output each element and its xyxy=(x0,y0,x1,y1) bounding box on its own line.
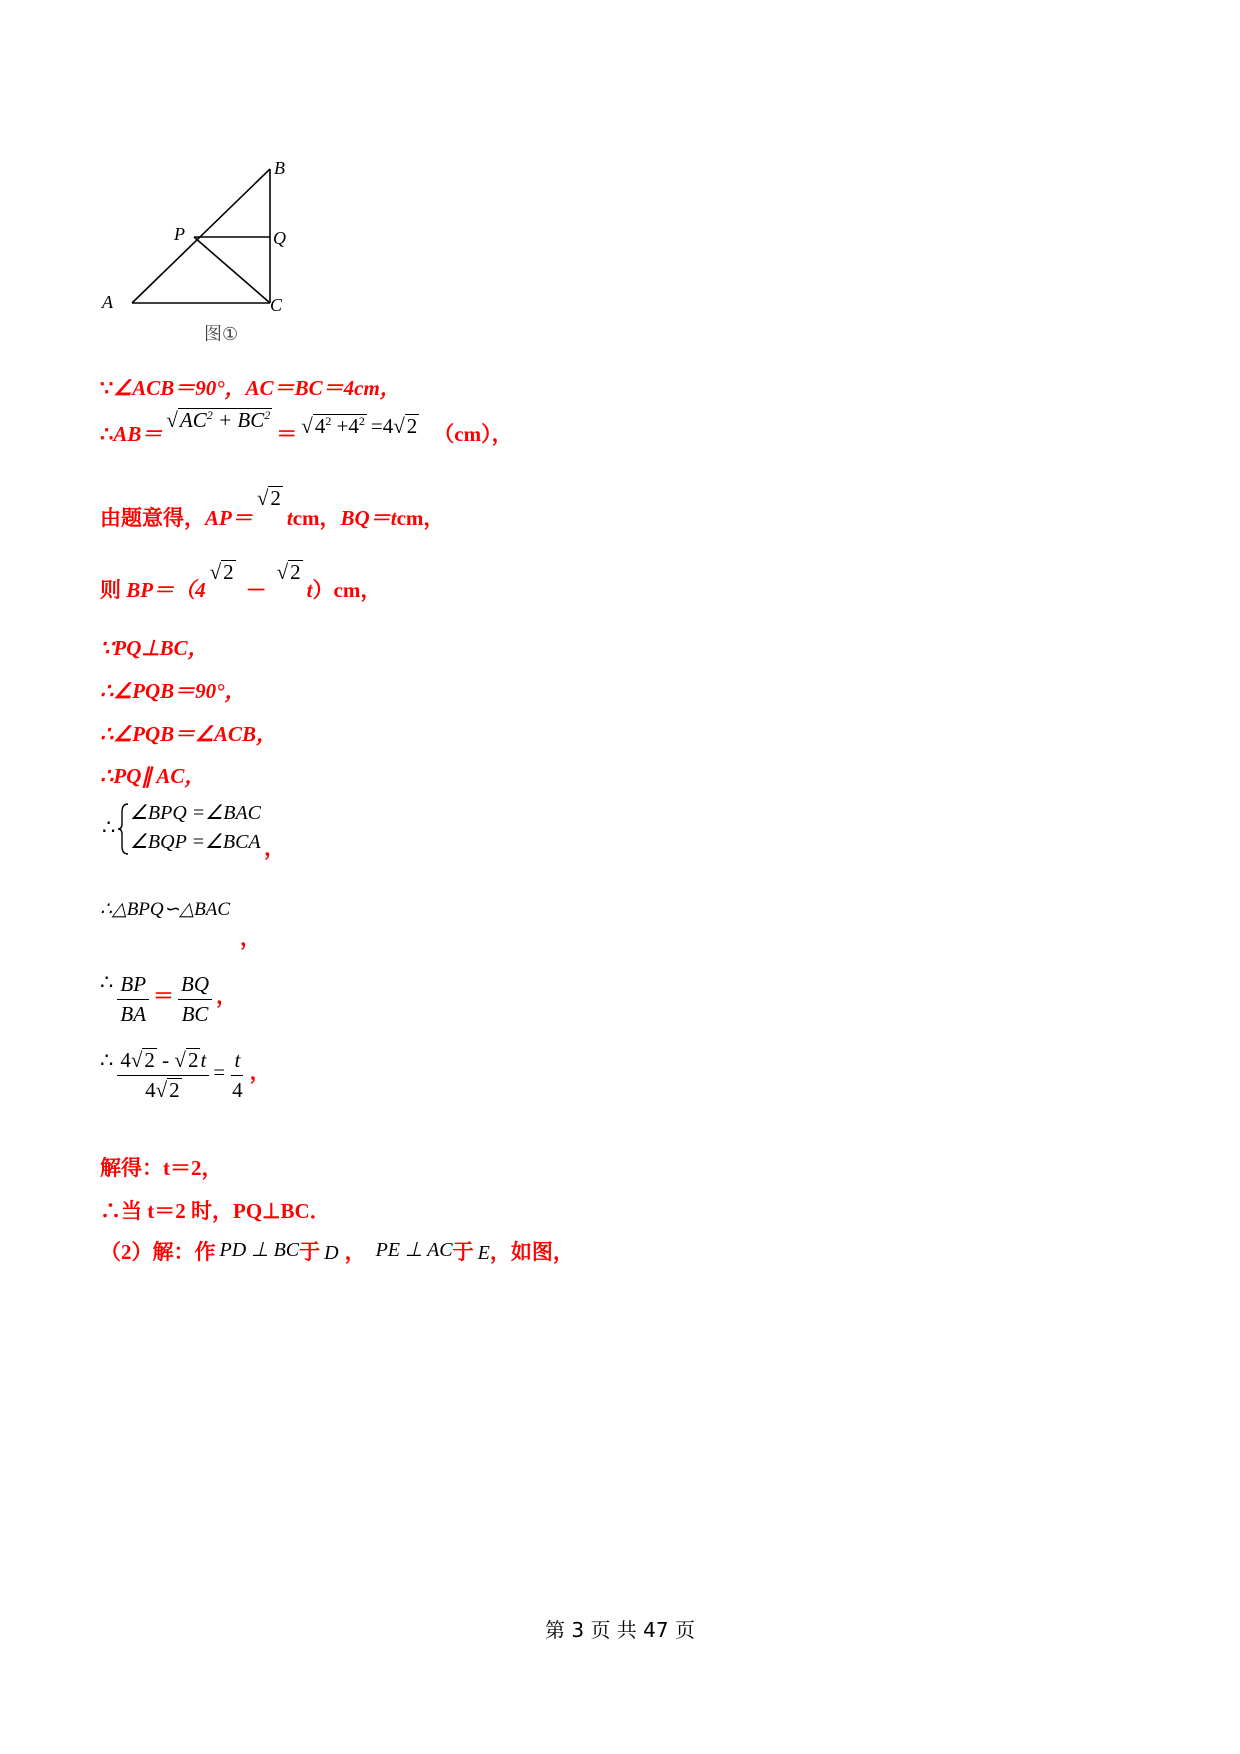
line-12: ∴ $\frac{4√2 - √2t}{4√2}$ = $\frac{t}{4}$ ， xyxy=(100,1048,271,1102)
triangle-figure xyxy=(100,150,340,390)
line-9-system: ∴ ∠BPQ =∠BAC ∠BQP =∠BCA ， xyxy=(102,802,285,860)
fraction-right: $\frac{t}{4}$ xyxy=(232,1048,243,1102)
line-11: ∴ $\frac{BP}{BA}$ ＝ $\frac{BQ}{BC}$ ， xyxy=(100,970,238,1026)
line-10: ∴△BPQ∽△BAC xyxy=(100,899,231,920)
figure-caption: 图① xyxy=(204,324,239,345)
label-C: C xyxy=(270,295,283,315)
fraction-bq-bc: $\frac{BQ}{BC}$ xyxy=(178,972,212,1027)
left-brace xyxy=(118,802,130,856)
line-5: ∵PQ⊥BC， xyxy=(100,636,209,660)
label-Q: Q xyxy=(273,228,286,248)
line-14: ∴当 t＝2 时，PQ⊥BC． xyxy=(100,1199,331,1223)
line-8: ∴PQ∥ AC， xyxy=(100,764,206,788)
fraction-left: $\frac{4√2 - √2t}{4√2}$ xyxy=(117,1048,209,1103)
line-13: 解得：t＝2， xyxy=(100,1156,223,1180)
fraction-bp-ba: $\frac{BP}{BA}$ xyxy=(117,972,149,1027)
line-10-comma: ， xyxy=(240,926,261,950)
label-P: P xyxy=(174,224,185,244)
line-1: ∵∠ACB＝90°，AC＝BC＝4cm， xyxy=(100,376,401,400)
line-3: 由题意得，AP＝ √2 tcm，BQ＝tcm， xyxy=(100,486,445,530)
line-2: ∴AB＝ $√AC^2 + BC^2 = √4^2 +4^2 =4√2$ （cm）， xyxy=(100,408,513,446)
line-4: 则 BP＝（4 √2 － √2 t）cm， xyxy=(100,560,382,602)
label-B: B xyxy=(274,158,285,178)
line-6: ∴∠PQB＝90°， xyxy=(100,679,246,703)
page-footer: 第 3 页 共 47 页 xyxy=(545,1618,695,1642)
line-7: ∴∠PQB＝∠ACB， xyxy=(100,722,278,746)
label-A: A xyxy=(102,292,113,312)
line-15: （2）解：作 PD ⊥ BC于 D ， PE ⊥ AC于 E，如图， xyxy=(100,1239,574,1264)
